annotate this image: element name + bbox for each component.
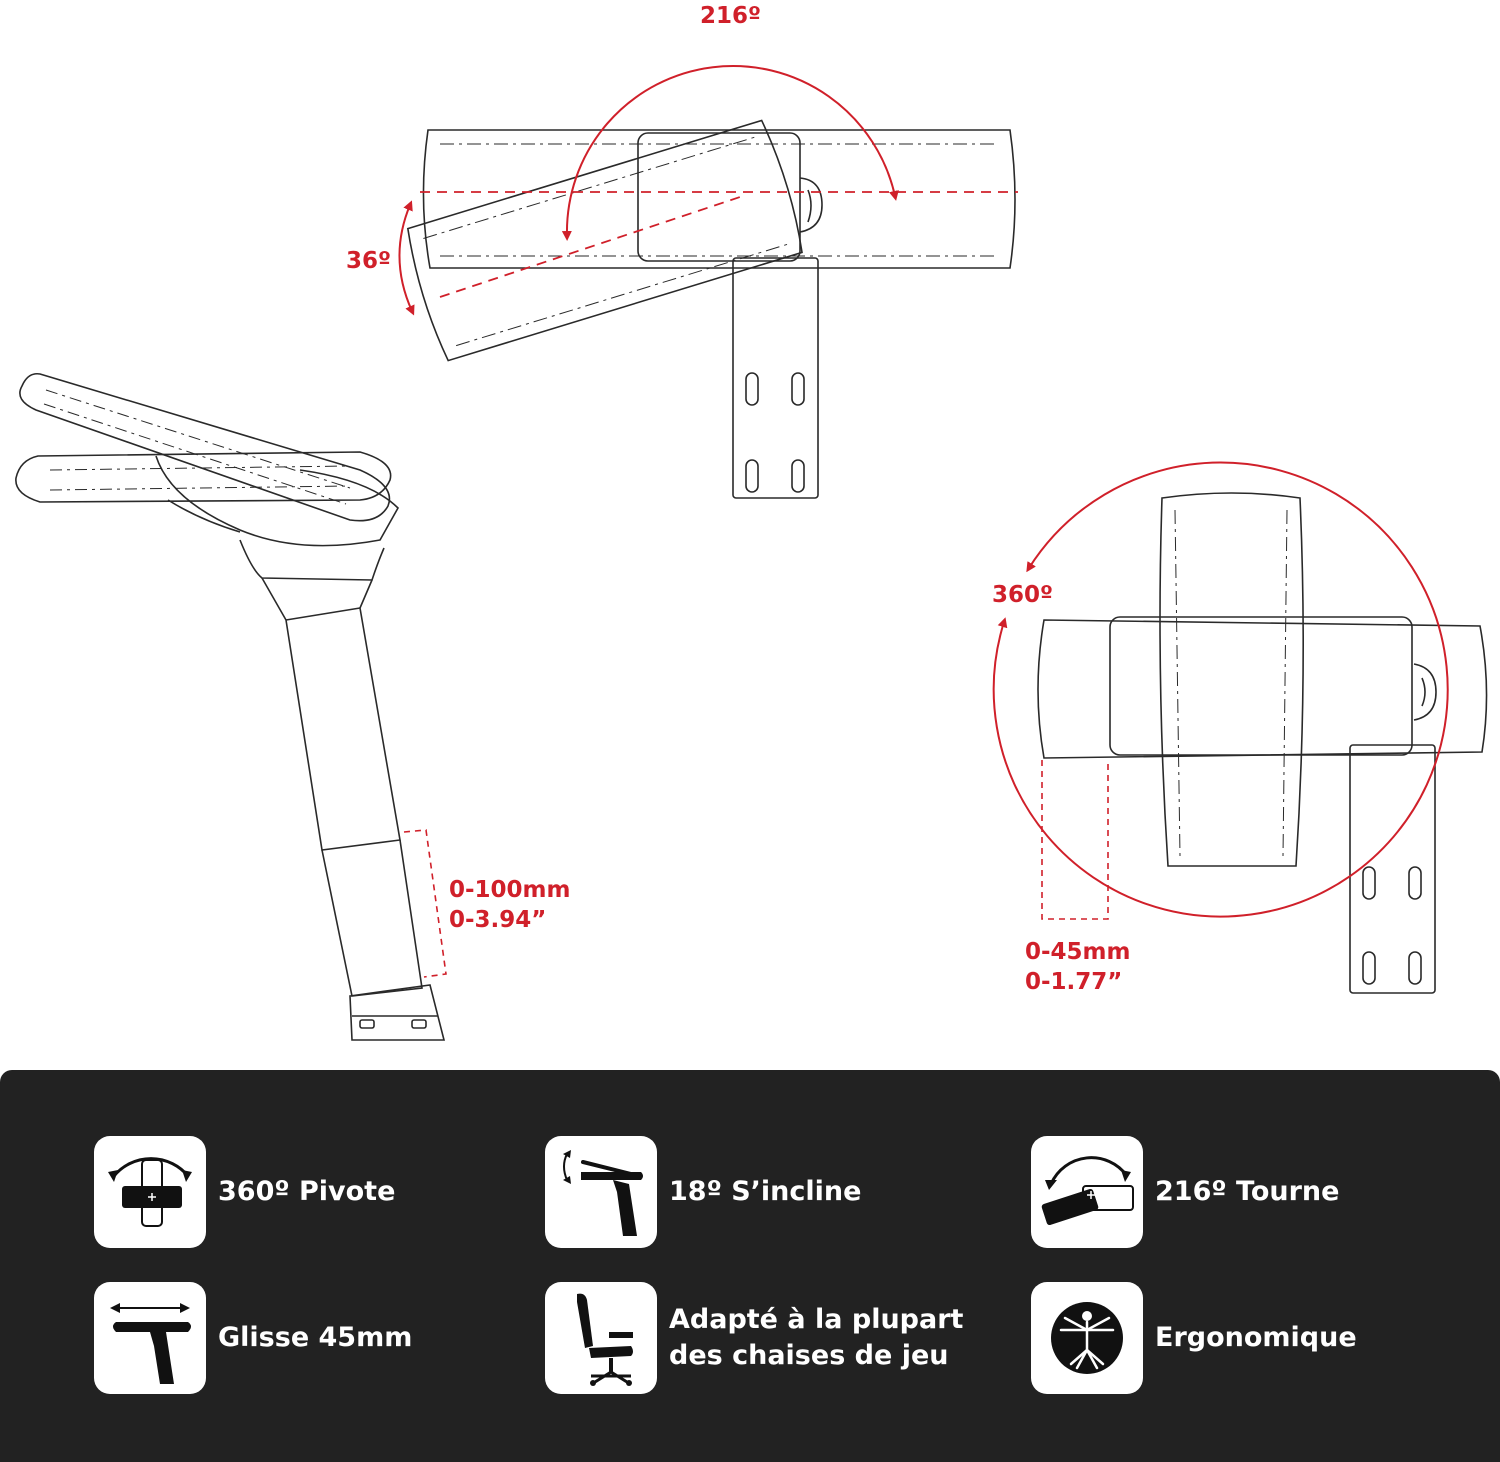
- tilt-angle-label: 36º: [346, 248, 391, 274]
- swivel-annotations: [994, 463, 1448, 919]
- feature-label-rotate: 216º Tourne: [1155, 1176, 1340, 1207]
- swivel-angle-label: 360º: [992, 582, 1053, 608]
- pad-vertical: [1160, 493, 1303, 866]
- top-rotate-annotations: [399, 66, 1018, 311]
- feature-gaming-chair: [545, 1282, 963, 1394]
- height-range-mm: 0-100mm: [449, 877, 571, 903]
- swivel-view: [1038, 493, 1487, 993]
- feature-pivot: [94, 1136, 395, 1248]
- slide-icon: [94, 1282, 206, 1394]
- gaming-chair-icon: [545, 1282, 657, 1394]
- rotate-arc: [567, 66, 895, 236]
- pivot-icon: [94, 1136, 206, 1248]
- feature-tilt: [545, 1136, 861, 1248]
- feature-label-gaming-chair: Adapté à la plupart des chaises de jeu: [669, 1304, 964, 1371]
- slide-range-mm: 0-45mm: [1025, 939, 1131, 965]
- feature-rotate: [1031, 1136, 1339, 1248]
- feature-label-tilt: 18º S’incline: [669, 1176, 862, 1207]
- feature-label-ergonomic: Ergonomique: [1155, 1322, 1357, 1353]
- pad-horizontal: [1038, 620, 1487, 758]
- tilt-icon: [545, 1136, 657, 1248]
- side-pad-tilted: [20, 374, 390, 521]
- top-rotate-view: [403, 119, 1015, 498]
- height-range-bracket: [404, 830, 446, 977]
- pad-rotated: [403, 119, 807, 362]
- rotate-angle-label: 216º: [700, 3, 761, 29]
- features-panel: [0, 1070, 1500, 1462]
- height-range-in: 0-3.94”: [449, 907, 547, 933]
- slide-range-in: 0-1.77”: [1025, 969, 1123, 995]
- slide-range-bracket: [1042, 760, 1108, 919]
- side-height-view: [16, 374, 444, 1040]
- tilt-arc: [399, 205, 412, 311]
- feature-ergonomic: [1031, 1282, 1357, 1394]
- pad-straight: [423, 130, 1015, 268]
- rotate-icon: [1031, 1136, 1143, 1248]
- swivel-arc: [994, 463, 1448, 917]
- vitruvian-man-icon: [1031, 1282, 1143, 1394]
- feature-label-slide: Glisse 45mm: [218, 1322, 413, 1353]
- feature-label-pivot: 360º Pivote: [218, 1176, 396, 1207]
- feature-slide: [94, 1282, 412, 1394]
